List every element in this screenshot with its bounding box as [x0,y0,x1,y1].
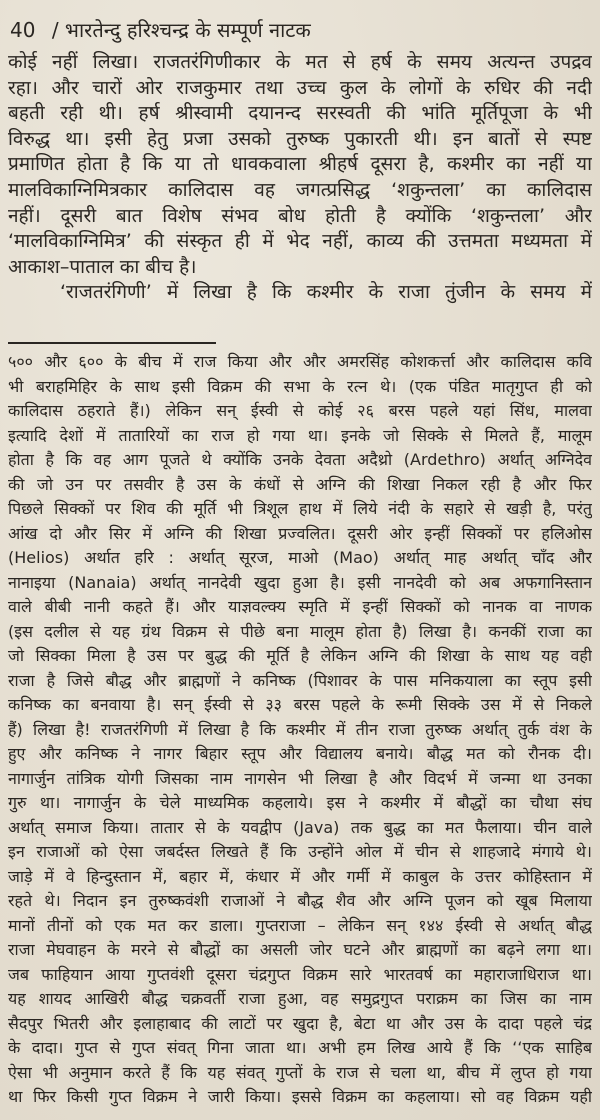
footnote-line: मानों तीनों को एक मत कर डाला। गुप्तराजा – लेकिन सन् १४४ ईस्वी से अर्थात् बौद्ध [8,915,592,935]
footnote-line: भी बराहमिहिर के साथ इसी विक्रम की सभा के रत्न थे। (एक पंडित मातृगुप्त ही को [8,376,592,396]
body-line: ‘मालविकाग्निमित्र’ की संस्कृत ही में भेद नहीं, काव्य की उत्तमता मध्यमता में [8,230,592,253]
footnote-line: आंख दो और सिर में अग्नि की शिखा प्रज्वलित। दूसरी ओर इन्हीं सिक्कों पर हलिओस [8,523,592,543]
footnote-line: इत्यादि देशों में तातारियों का राज हो गया था। इनके जो सिक्के से मिलते हैं, मालूम [8,425,592,445]
footnote-line: रहते थे। निदान इन तुरुष्कवंशी राजाओं ने बौद्ध शैव और अग्नि पूजन को खूब मिलाया [8,891,592,910]
footnote-line: इन राजाओं को ऐसा जबर्दस्त लिखते हैं कि उन्होंने ओल में चीन से शाहजादे मंगाये थे। [8,842,592,861]
footnote-line: जाड़े में वे हिन्दुस्तान में, बहार में, कंधार में और गर्मी में काबुल के उत्तर कोहिस्तान में [8,866,592,886]
body-line-paragraph-start: ‘राजतरंगिणी’ में लिखा है कि कश्मीर के राजा तुंजीन के समय में [60,281,592,304]
footnote-line: वाले बीबी नानी कहते हैं। और याज्ञवल्क्य स्मृति में इन्हीं सिक्कों को नानक वा नाणक [8,597,592,616]
footnote-line: राजा मेघवाहन के मरने से बौद्धों का असली जोर घटने और ब्राह्मणों का बढ़ने लगा था। [8,940,592,959]
footnote-line: ५०० और ६०० के बीच में राज किया और और अमरसिंह कोशकर्त्ता और कालिदास कवि [8,352,592,371]
body-line: प्रमाणित होता है कि या तो धावकवाला श्रीहर्ष दूसरा है, कश्मीर का नहीं या [8,153,592,176]
main-body-text [8,50,592,306]
running-header [10,16,311,44]
footnote-line: हुए और कनिष्क ने नागर बिहार स्तूप और विद्यालय बनाये। बौद्ध मत को रौनक दी। [8,744,592,763]
footnote-line: होता है कि वह आग पूजते थे क्योंकि उनके देवता अदैथ्रो (Ardethro) अर्थात् अग्निदेव [8,450,592,469]
footnote-line: जो सिक्का मिला है उस पर बुद्ध की मूर्ति है लेकिन अग्नि की शिखा के साथ यह वही [8,646,592,665]
footnote-line: (इस दलील से यह ग्रंथ विक्रम से पीछे बना मालूम होता है) लिखा है। कनकीं राजा का [8,621,592,641]
body-line: नहीं। दूसरी बात विशेष संभव बोध होती है क्योंकि ‘शकुन्तला’ और [8,204,592,227]
footnote-line: हैं) लिखा है! राजतरंगिणी में लिखा है कि कश्मीर में तीन राजा तुरुष्क अर्थात् तुर्क वंश के [8,719,592,739]
footnote-line: था फिर किसी गुप्त विक्रम ने जारी किया। इससे विक्रम का कहलाया। सो वह विक्रम यही [8,1087,592,1106]
header-separator: / [51,18,59,42]
footnote-line: यह शायद आखिरी बौद्ध चक्रवर्ती राजा हुआ, वह समुद्रगुप्त पराक्रम का जिस का नाम [8,989,592,1008]
footnote-line: राजा है जिसे बौद्ध और ब्राह्मणों ने कनिष्क (पिशावर के पास मनिकयाला का स्तूप इसी [8,670,592,690]
footnote-line: जब फाहियान आया गुप्तवंशी दूसरा चंद्रगुप्त विक्रम सारे भारतवर्ष का महाराजाधिराज था। [8,964,592,984]
footnote-line: कनिष्क का बनवाया है। सन् ईस्वी से ३३ बरस पहले के रूमी सिक्के उस में से निकले [8,695,592,714]
footnote-line: पिछले सिक्कों पर शिव की मूर्ति भी त्रिशूल हाथ में लिये नंदी के सहारे से खड़ी है, परंतु [8,499,592,518]
body-line: कोई नहीं लिखा। राजतरंगिणीकार के मत से हर्ष के समय अत्यन्त उपद्रव [8,51,592,73]
book-title: भारतेन्दु हरिश्चन्द्र के सम्पूर्ण नाटक [64,18,311,42]
body-line: बहती रही थी। हर्ष श्रीस्वामी दयानन्द सरस्वती की भांति मूर्तिपूजा के भी [8,102,592,125]
footnote-line: कालिदास ठहराते हैं।) लेकिन सन् ईस्वी से कोई २६ बरस पहले यहां सिंध, मालवा [8,401,592,420]
page-number: 40 [10,18,36,42]
footnote-line: ऐसा भी अनुमान करते हैं कि यह संवत् गुप्तों के राज से चला था, बीच में लुप्त हो गया [8,1062,592,1082]
footnote-line: (Helios) अर्थात हरि : अर्थात् सूरज, माओ (Mao) अर्थात् माह अर्थात् चाँद और [8,548,592,567]
body-line: मालविकाग्निमित्रकार कालिदास वह जगत्प्रसिद्ध ‘शकुन्तला’ का कालिदास [8,178,592,201]
body-line: विरुद्ध था। इसी हेतु प्रजा उसको तुरुष्क पुकारती थी। इन बातों से स्पष्ट [8,127,592,150]
footnote-line: के दादा। गुप्त से गुप्त संवत् गिना जाता था। अभी हम लिख आये हैं कि ‘‘एक साहिब [8,1038,592,1057]
footnote-divider [8,342,216,344]
body-line: रहा। और चारों ओर राजकुमार तथा उच्च कुल के लोगों के रुधिर की नदी [8,76,592,99]
body-line: आकाश–पाताल का बीच है। [8,255,197,278]
footnote-line: नानाइया (Nanaia) अर्थात् नानदेवी खुदा हुआ है। इसी नानदेवी को अब अफगानिस्तान [8,572,592,592]
footnote-line: की जो उन पर तसवीर है उस के कंधों से अग्नि की शिखा निकल रही है और फिर [8,474,592,494]
footnote-line: नागार्जुन तांत्रिक योगी जिसका नाम नागसेन भी लिखा है और विदर्भ में जन्मा था उनका [8,768,592,788]
footnote-line: अर्थात् समाज किया। तातार से के यवद्वीप (Java) तक बुद्ध का मत फैलाया। चीन वाले [8,817,592,837]
footnote-line: सैदपुर भितरी और इलाहाबाद की लाटों पर खुदा है, बेटा था और उस के दादा पहले चंद्र [8,1013,592,1033]
footnote-line: गुरु था। नागार्जुन के चेले माध्यमिक कहलाये। इस ने कश्मीर में बौद्धों का चौथा संघ [8,793,592,812]
footnote-text [8,350,592,1110]
